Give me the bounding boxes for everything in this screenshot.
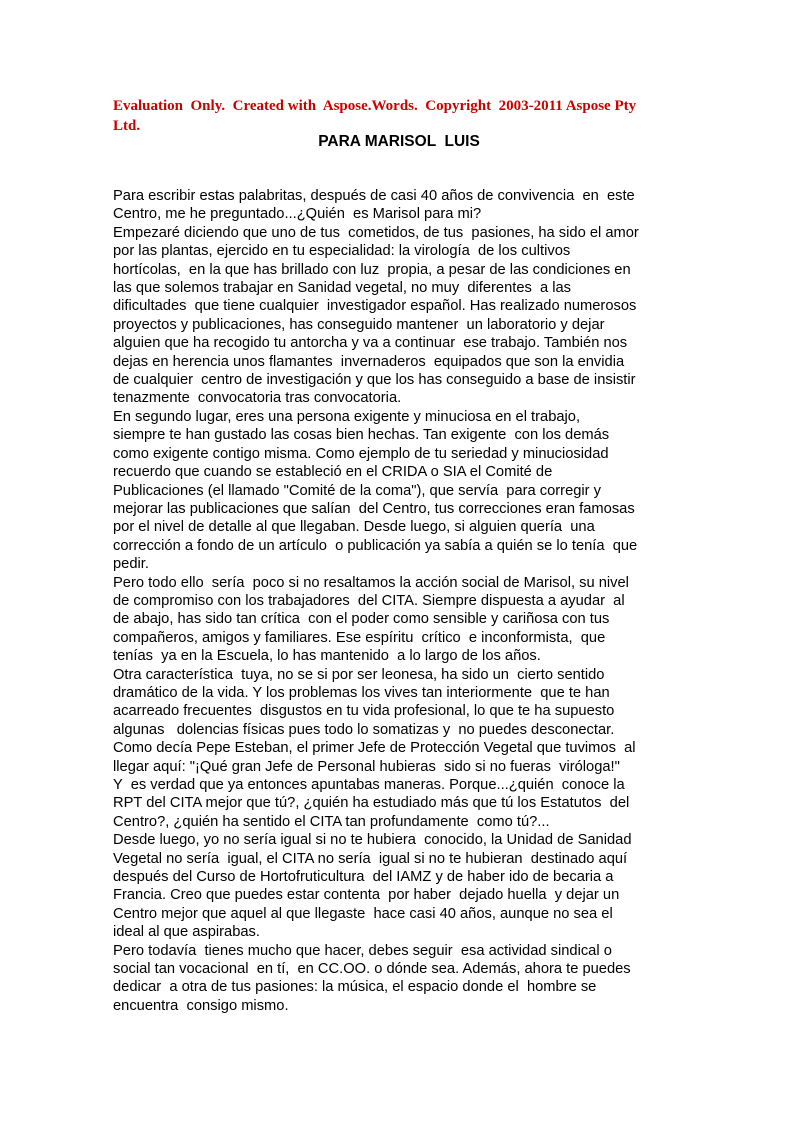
text-line: después del Curso de Hortofruticultura del IAMZ y de haber ido de becaria a bbox=[113, 869, 614, 886]
paragraph bbox=[113, 776, 695, 831]
text-line: Pero todavía tienes mucho que hacer, debes seguir esa actividad sindical o bbox=[113, 942, 612, 959]
text-line: Centro?, ¿quién ha sentido el CITA tan profundamente como tú?... bbox=[113, 813, 550, 830]
text-line: Centro, me he preguntado...¿Quién es Marisol para mi? bbox=[113, 206, 482, 223]
text-line: de cualquier centro de investigación y que los has conseguido a base de insistir bbox=[113, 372, 636, 389]
text-line: RPT del CITA mejor que tú?, ¿quién ha estudiado más que tú los Estatutos del bbox=[113, 795, 630, 812]
text-line: corrección a fondo de un artículo o publicación ya sabía a quién se lo tenía que bbox=[113, 537, 638, 554]
document-body bbox=[113, 187, 695, 1015]
text-line: por las plantas, ejercido en tu especialidad: la virología de los cultivos bbox=[113, 243, 571, 260]
text-line: dificultades que tiene cualquier investigador español. Has realizado numerosos bbox=[113, 298, 637, 315]
text-line: llegar aquí: "¡Qué gran Jefe de Personal hubieras sido si no fueras viróloga!" bbox=[113, 758, 620, 775]
text-line: por el nivel de detalle al que llegaban. Desde luego, si alguien quería una bbox=[113, 519, 595, 536]
paragraph bbox=[113, 942, 695, 1016]
text-line: Y es verdad que ya entonces apuntabas maneras. Porque...¿quién conoce la bbox=[113, 777, 625, 793]
paragraph bbox=[113, 187, 695, 224]
text-line: Otra característica tuya, no se si por ser leonesa, ha sido un cierto sentido bbox=[113, 666, 605, 683]
paragraph bbox=[113, 224, 695, 408]
text-line: social tan vocacional en tí, en CC.OO. o dónde sea. Además, ahora te puedes bbox=[113, 961, 631, 978]
text-line: las que solemos trabajar en Sanidad vegetal, no muy diferentes a las bbox=[113, 280, 572, 297]
text-line: Vegetal no sería igual, el CITA no sería igual si no te hubieran destinado aquí bbox=[113, 850, 628, 867]
text-line: En segundo lugar, eres una persona exigente y minuciosa en el trabajo, bbox=[113, 408, 581, 425]
text-line: Ltd. bbox=[113, 118, 141, 134]
text-line: Francia. Creo que puedes estar contenta por haber dejado huella y dejar un bbox=[113, 887, 620, 904]
text-line: hortícolas, en la que has brillado con luz propia, a pesar de las condiciones en bbox=[113, 261, 631, 278]
text-line: Para escribir estas palabritas, después de casi 40 años de convivencia en este bbox=[113, 188, 635, 204]
text-line: recuerdo que cuando se estableció en el CRIDA o SIA el Comité de bbox=[113, 464, 553, 481]
text-line: proyectos y publicaciones, has conseguido mantener un laboratorio y dejar bbox=[113, 316, 605, 333]
aspose-evaluation-watermark bbox=[113, 96, 691, 136]
text-line: tenías ya en la Escuela, lo has mantenido a lo largo de los años. bbox=[113, 648, 541, 665]
text-line: dedicar a otra de tus pasiones: la música, el espacio donde el hombre se bbox=[113, 979, 597, 996]
paragraph bbox=[113, 666, 695, 740]
text-line: Pero todo ello sería poco si no resaltamos la acción social de Marisol, su nivel bbox=[113, 574, 629, 591]
text-line: ideal al que aspirabas. bbox=[113, 924, 260, 941]
text-line: algunas dolencias físicas pues todo lo somatizas y no puedes desconectar. bbox=[113, 721, 615, 738]
paragraph bbox=[113, 574, 695, 666]
document-title: PARA MARISOL LUIS bbox=[318, 133, 480, 150]
paragraph bbox=[113, 739, 695, 776]
text-line: de abajo, has sido tan crítica con el poder como sensible y cariñosa con tus bbox=[113, 611, 610, 628]
text-line: tenazmente convocatoria tras convocatoria. bbox=[113, 390, 402, 407]
text-line: pedir. bbox=[113, 556, 149, 573]
text-line: Publicaciones (el llamado "Comité de la coma"), que servía para corregir y bbox=[113, 482, 601, 499]
text-line: acarreado frecuentes disgustos en tu vida profesional, lo que te ha supuesto bbox=[113, 703, 615, 720]
text-line: Como decía Pepe Esteban, el primer Jefe de Protección Vegetal que tuvimos al bbox=[113, 740, 636, 757]
paragraph bbox=[113, 408, 695, 574]
text-line: mejorar las publicaciones que salían del Centro, tus correcciones eran famosas bbox=[113, 500, 635, 517]
text-line: dejas en herencia unos flamantes invernaderos equipados que son la envidia bbox=[113, 353, 625, 370]
paragraph bbox=[113, 831, 695, 941]
text-line: dramático de la vida. Y los problemas los vives tan interiormente que te han bbox=[113, 684, 610, 701]
text-line: Desde luego, yo no sería igual si no te hubiera conocido, la Unidad de Sanidad bbox=[113, 832, 632, 849]
text-line: siempre te han gustado las cosas bien hechas. Tan exigente con los demás bbox=[113, 427, 610, 444]
text-line: compañeros, amigos y familiares. Ese espíritu crítico e inconformista, que bbox=[113, 629, 606, 646]
text-line: de compromiso con los trabajadores del CITA. Siempre dispuesta a ayudar al bbox=[113, 592, 625, 609]
text-line: Empezaré diciendo que uno de tus cometidos, de tus pasiones, ha sido el amor bbox=[113, 224, 639, 241]
text-line: Centro mejor que aquel al que llegaste hace casi 40 años, aunque no sea el bbox=[113, 905, 613, 922]
text-line: alguien que ha recogido tu antorcha y va a continuar ese trabajo. También nos bbox=[113, 335, 628, 352]
text-line: Evaluation Only. Created with Aspose.Words. Copyright 2003-2011 Aspose Pty bbox=[113, 98, 637, 114]
text-line: encuentra consigo mismo. bbox=[113, 997, 289, 1014]
text-line: como exigente contigo misma. Como ejemplo de tu seriedad y minuciosidad bbox=[113, 445, 609, 462]
